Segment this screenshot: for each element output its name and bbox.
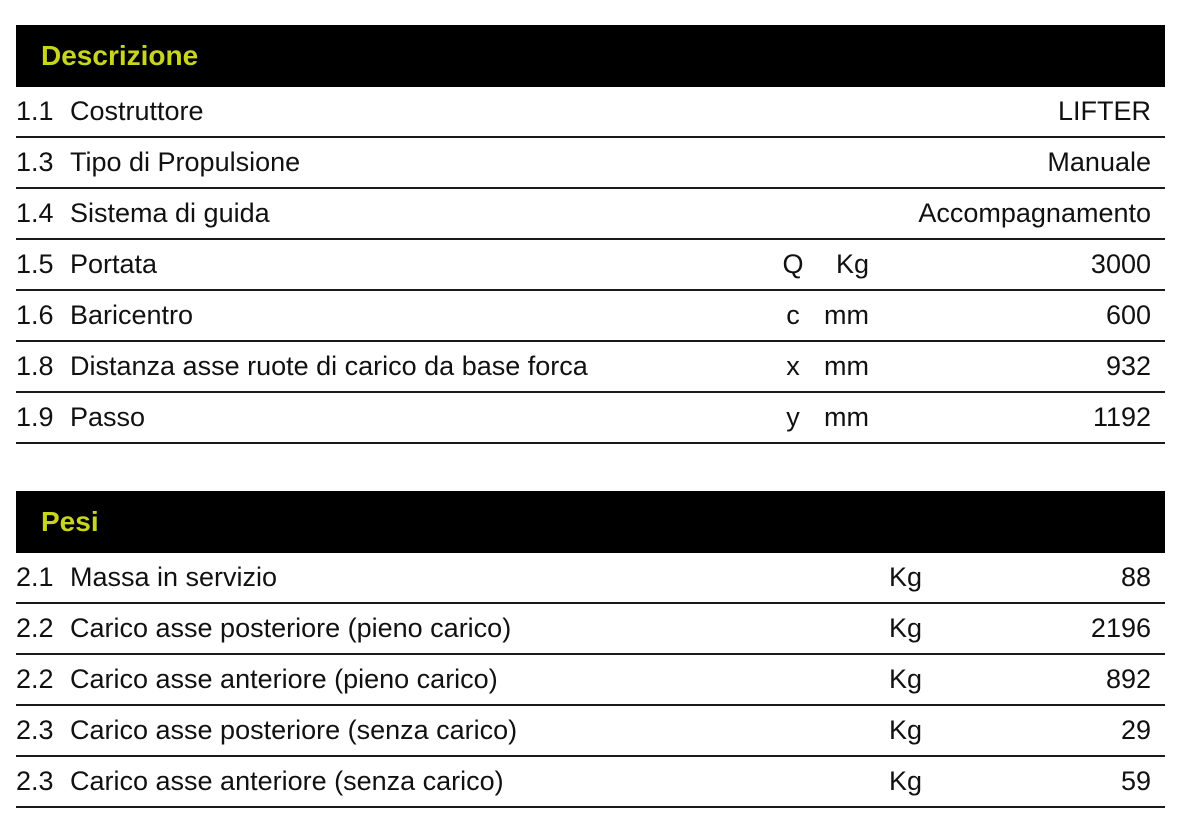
row-value: 600 — [1105, 300, 1151, 330]
row-value: 1192 — [1092, 402, 1151, 432]
row-number: 2.1 — [16, 562, 54, 592]
row-label: Tipo di Propulsione — [70, 147, 301, 177]
row-value: 932 — [1105, 351, 1151, 381]
row-unit: mm — [824, 402, 869, 432]
row-label: Massa in servizio — [70, 562, 278, 592]
row-label: Costruttore — [70, 96, 204, 126]
row-unit: Kg — [888, 562, 922, 592]
row-label: Carico asse posteriore (senza carico) — [70, 715, 518, 745]
row-number: 1.4 — [16, 198, 54, 228]
row-number: 2.3 — [16, 766, 54, 796]
row-unit: Kg — [888, 613, 922, 643]
section-descrizione — [16, 25, 1165, 444]
section-header — [16, 491, 1165, 553]
row-symbol: c — [786, 300, 800, 330]
row-label: Portata — [70, 249, 158, 279]
row-value: 892 — [1105, 664, 1151, 694]
row-symbol: y — [786, 402, 800, 432]
row-symbol: Q — [782, 249, 804, 279]
section-title: Pesi — [41, 506, 99, 537]
table-row — [16, 87, 1165, 138]
row-symbol: x — [786, 351, 800, 381]
section-pesi — [16, 491, 1165, 808]
section-title: Descrizione — [41, 40, 199, 71]
row-value: Manuale — [1047, 147, 1151, 177]
row-unit: Kg — [888, 715, 922, 745]
section-header — [16, 25, 1165, 87]
row-value: Accompagnamento — [918, 198, 1151, 228]
row-label: Carico asse posteriore (pieno carico) — [70, 613, 512, 643]
row-value: 88 — [1120, 562, 1151, 592]
row-number: 2.2 — [16, 664, 54, 694]
table-row — [16, 655, 1165, 706]
row-number: 2.3 — [16, 715, 54, 745]
row-value: 29 — [1120, 715, 1151, 745]
table-row — [16, 240, 1165, 291]
table-row — [16, 291, 1165, 342]
table-row — [16, 757, 1165, 808]
row-number: 1.9 — [16, 402, 54, 432]
row-number: 1.3 — [16, 147, 54, 177]
row-unit: Kg — [888, 664, 922, 694]
row-label: Carico asse anteriore (senza carico) — [70, 766, 504, 796]
row-value: 3000 — [1090, 249, 1151, 279]
table-row — [16, 342, 1165, 393]
row-label: Carico asse anteriore (pieno carico) — [70, 664, 498, 694]
row-number: 1.1 — [16, 96, 54, 126]
table-row — [16, 553, 1165, 604]
row-number: 2.2 — [16, 613, 54, 643]
row-value: 59 — [1120, 766, 1151, 796]
table-row — [16, 393, 1165, 444]
row-label: Baricentro — [70, 300, 194, 330]
table-row — [16, 706, 1165, 757]
table-row — [16, 138, 1165, 189]
row-label: Passo — [70, 402, 146, 432]
row-unit: Kg — [835, 249, 869, 279]
row-unit: Kg — [888, 766, 922, 796]
row-value: LIFTER — [1057, 96, 1151, 126]
row-number: 1.6 — [16, 300, 54, 330]
table-row — [16, 604, 1165, 655]
row-number: 1.5 — [16, 249, 54, 279]
table-row — [16, 189, 1165, 240]
row-unit: mm — [824, 300, 869, 330]
row-label: Distanza asse ruote di carico da base forca — [70, 351, 588, 381]
row-label: Sistema di guida — [70, 198, 270, 228]
row-unit: mm — [824, 351, 869, 381]
row-number: 1.8 — [16, 351, 54, 381]
row-value: 2196 — [1090, 613, 1151, 643]
